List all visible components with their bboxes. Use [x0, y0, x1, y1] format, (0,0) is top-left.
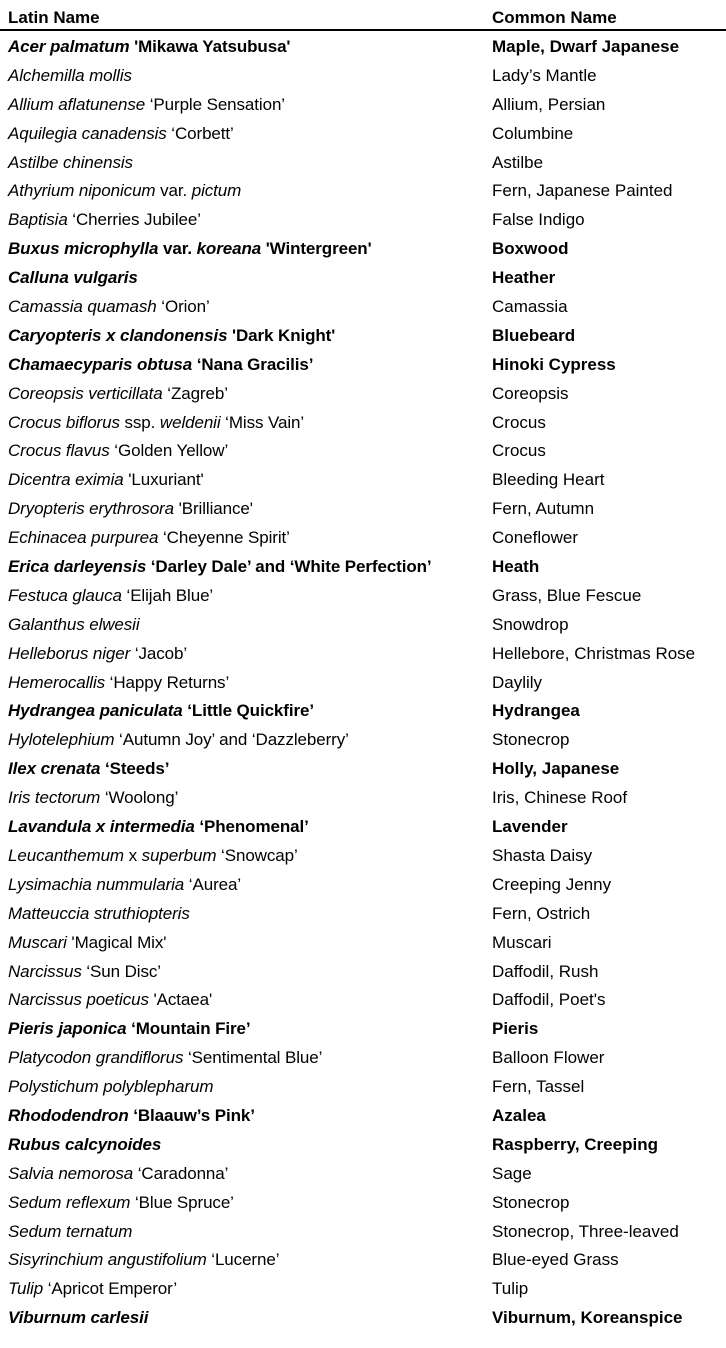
latin-name-plain-part: ‘Aurea’: [184, 874, 242, 894]
common-name-cell: Allium, Persian: [492, 94, 606, 114]
table-row: [0, 1100, 726, 1129]
common-name-cell: Daffodil, Rush: [492, 961, 599, 981]
latin-name-plain-part: x: [123, 845, 142, 865]
table-row: [0, 638, 726, 667]
common-name-cell: Crocus: [492, 412, 546, 432]
table-row: [0, 1013, 726, 1042]
latin-name-plain-part: ‘Apricot Emperor’: [43, 1279, 178, 1299]
latin-name-plain-part: ‘Purple Sensation’: [145, 94, 285, 114]
common-name-cell: Heath: [492, 557, 540, 577]
latin-name-italic-part: Polystichum polyblepharum: [8, 1077, 214, 1097]
latin-name-cell: [8, 933, 166, 953]
latin-name-plain-part: 'Dark Knight': [227, 325, 336, 345]
latin-name-cell: [8, 1077, 213, 1097]
table-header: [0, 0, 726, 31]
table-row: [0, 1071, 726, 1100]
common-name-cell: Fern, Autumn: [492, 499, 595, 519]
latin-name-italic-part: Coreopsis verticillata: [8, 383, 163, 403]
latin-name-italic-part: Camassia quamash: [8, 297, 157, 317]
latin-name-italic-part: Rubus calcynoides: [8, 1134, 162, 1154]
table-row: [0, 1244, 726, 1273]
latin-name-italic-part: pictum: [191, 181, 242, 201]
table-row: [0, 204, 726, 233]
latin-name-cell: [8, 499, 253, 519]
latin-name-cell: [8, 239, 372, 259]
latin-name-cell: [8, 441, 228, 461]
latin-name-plain-part: ‘Sun Disc’: [81, 961, 161, 981]
common-name-cell: Heather: [492, 268, 556, 288]
table-row: [0, 320, 726, 349]
latin-name-cell: [8, 1019, 251, 1039]
common-name-cell: Bluebeard: [492, 325, 576, 345]
common-name-cell: Snowdrop: [492, 614, 569, 634]
latin-name-cell: [8, 759, 169, 779]
latin-name-italic-part: Baptisia: [8, 210, 68, 230]
common-name-cell: Blue-eyed Grass: [492, 1250, 619, 1270]
latin-name-italic-part: Narcissus poeticus: [8, 990, 149, 1010]
common-name-cell: Hydrangea: [492, 701, 580, 721]
latin-name-italic-part: Allium aflatunense: [8, 94, 146, 114]
table-row: [0, 378, 726, 407]
table-row: [0, 898, 726, 927]
latin-name-cell: [8, 557, 432, 577]
latin-name-cell: [8, 962, 161, 982]
latin-name-italic-part: Salvia nemorosa: [8, 1163, 134, 1183]
latin-name-cell: [8, 615, 140, 635]
latin-name-plain-part: var.: [155, 181, 192, 201]
latin-name-italic-part: Hydrangea paniculata: [8, 701, 183, 721]
table-row: [0, 811, 726, 840]
latin-name-italic-part: Leucanthemum: [8, 845, 124, 865]
latin-name-italic-part: Sisyrinchium angustifolium: [8, 1250, 207, 1270]
latin-name-plain-part: ‘Snowcap’: [216, 845, 298, 865]
latin-name-cell: [8, 817, 309, 837]
latin-name-cell: [8, 701, 314, 721]
latin-name-cell: [8, 268, 138, 288]
latin-name-plain-part: 'Actaea': [148, 990, 213, 1010]
latin-name-italic-part: Aquilegia canadensis: [8, 123, 167, 143]
latin-name-plain-part: 'Mikawa Yatsubusa': [129, 37, 291, 56]
table-row: [0, 1187, 726, 1216]
table-row: [0, 1273, 726, 1302]
latin-name-plain-part: ‘Cherries Jubilee’: [67, 210, 201, 230]
latin-name-italic-part: Viburnum carlesii: [8, 1308, 149, 1328]
latin-name-italic-part: Iris tectorum: [8, 788, 101, 808]
common-name-cell: Columbine: [492, 123, 574, 143]
latin-name-cell: [8, 37, 290, 57]
table-row: [0, 1302, 726, 1331]
latin-name-cell: [8, 875, 241, 895]
latin-name-plain-part: ‘Cheyenne Spirit’: [158, 528, 290, 548]
latin-name-italic-part: Dryopteris erythrosora: [8, 499, 174, 519]
latin-name-plain-part: ‘Phenomenal’: [194, 817, 309, 837]
latin-name-plain-part: ‘Sentimental Blue’: [183, 1048, 323, 1068]
latin-name-italic-part: Sedum ternatum: [8, 1221, 133, 1241]
common-name-cell: Fern, Ostrich: [492, 903, 591, 923]
table-row: [0, 233, 726, 262]
common-name-cell: Lavender: [492, 817, 568, 837]
common-name-cell: Crocus: [492, 441, 546, 461]
common-name-cell: Raspberry, Creeping: [492, 1134, 658, 1154]
latin-name-italic-part: Astilbe chinensis: [8, 152, 133, 172]
table-row: [0, 782, 726, 811]
latin-name-cell: [8, 1164, 228, 1184]
latin-name-plain-part: ‘Little Quickfire’: [182, 701, 314, 721]
table-row: [0, 349, 726, 378]
table-row: [0, 956, 726, 985]
latin-name-italic-part: Crocus biflorus: [8, 412, 120, 432]
common-name-cell: Muscari: [492, 932, 552, 952]
latin-name-plain-part: 'Magical Mix': [66, 932, 167, 952]
common-name-cell: Fern, Tassel: [492, 1077, 585, 1097]
table-row: [0, 407, 726, 436]
latin-name-italic-part: Platycodon grandiflorus: [8, 1048, 184, 1068]
latin-name-plain-part: ‘Happy Returns’: [105, 672, 230, 692]
table-row: [0, 89, 726, 118]
latin-name-cell: [8, 904, 190, 924]
latin-name-cell: [8, 1106, 255, 1126]
table-row: [0, 609, 726, 638]
latin-name-italic-part: Chamaecyparis obtusa: [8, 354, 193, 374]
table-row: [0, 1042, 726, 1071]
latin-name-cell: [8, 355, 313, 375]
latin-name-italic-part: Narcissus: [8, 961, 82, 981]
latin-name-plain-part: ‘Jacob’: [130, 643, 188, 663]
common-name-cell: Daffodil, Poet's: [492, 990, 606, 1010]
table-row: [0, 667, 726, 696]
header-latin-name: Latin Name: [8, 8, 100, 27]
latin-name-italic-part: Tulip: [8, 1279, 44, 1299]
latin-name-plain-part: ‘Steeds’: [100, 759, 170, 779]
latin-name-plain-part: ‘Blue Spruce’: [130, 1192, 234, 1212]
latin-name-italic-part: superbum: [141, 845, 217, 865]
table-row: [0, 522, 726, 551]
latin-name-italic-part: Ilex crenata: [8, 759, 101, 779]
latin-name-plain-part: ‘Mountain Fire’: [126, 1019, 251, 1039]
common-name-cell: Shasta Daisy: [492, 845, 593, 865]
common-name-cell: Maple, Dwarf Japanese: [492, 37, 680, 56]
latin-name-cell: [8, 153, 133, 173]
common-name-cell: Boxwood: [492, 239, 569, 259]
latin-name-italic-part: Pieris japonica: [8, 1019, 127, 1039]
latin-name-plain-part: 'Wintergreen': [261, 239, 372, 259]
latin-name-plain-part: ‘Lucerne’: [206, 1250, 280, 1270]
table-row: [0, 493, 726, 522]
latin-name-cell: [8, 413, 304, 433]
latin-name-italic-part: Acer palmatum: [8, 37, 130, 56]
common-name-cell: Creeping Jenny: [492, 874, 612, 894]
table-row: [0, 118, 726, 147]
latin-name-plain-part: ‘Autumn Joy’ and ‘Dazzleberry’: [114, 730, 349, 750]
latin-name-italic-part: Matteuccia struthiopteris: [8, 903, 190, 923]
latin-name-plain-part: ‘Corbett’: [166, 123, 234, 143]
table-row: [0, 695, 726, 724]
latin-name-italic-part: Echinacea purpurea: [8, 528, 159, 548]
common-name-cell: Stonecrop: [492, 730, 570, 750]
table-row: [0, 291, 726, 320]
latin-name-cell: [8, 210, 201, 230]
latin-name-cell: [8, 846, 298, 866]
latin-name-italic-part: Festuca glauca: [8, 585, 122, 605]
common-name-cell: Sage: [492, 1163, 532, 1183]
latin-name-italic-part: Calluna vulgaris: [8, 268, 138, 288]
latin-name-italic-part: Lysimachia nummularia: [8, 874, 185, 894]
table-body: [0, 31, 726, 1331]
latin-name-italic-part: weldenii: [159, 412, 221, 432]
common-name-cell: Coneflower: [492, 528, 578, 548]
table-row: [0, 840, 726, 869]
latin-name-plain-part: ‘Woolong’: [100, 788, 179, 808]
latin-name-plain-part: ‘Blaauw’s Pink’: [128, 1105, 255, 1125]
latin-name-plain-part: ‘Golden Yellow’: [109, 441, 229, 461]
latin-name-italic-part: Caryopteris x clandonensis: [8, 325, 228, 345]
common-name-cell: Daylily: [492, 672, 543, 692]
latin-name-italic-part: Buxus microphylla: [8, 239, 159, 259]
latin-name-plain-part: ‘Miss Vain’: [220, 412, 305, 432]
latin-name-cell: [8, 95, 285, 115]
latin-name-plain-part: ‘Darley Dale’ and ‘White Perfection’: [146, 557, 432, 577]
table-row: [0, 580, 726, 609]
latin-name-cell: [8, 326, 335, 346]
table-row: [0, 175, 726, 204]
latin-name-plain-part: 'Luxuriant': [123, 470, 204, 490]
latin-name-cell: [8, 181, 241, 201]
latin-name-italic-part: Rhododendron: [8, 1105, 129, 1125]
latin-name-cell: [8, 1250, 279, 1270]
table-row: [0, 724, 726, 753]
latin-name-italic-part: Dicentra eximia: [8, 470, 124, 490]
common-name-cell: Stonecrop, Three-leaved: [492, 1221, 679, 1241]
common-name-cell: Astilbe: [492, 152, 544, 172]
latin-name-cell: [8, 730, 349, 750]
latin-name-plain-part: var.: [158, 239, 197, 259]
table-row: [0, 464, 726, 493]
common-name-cell: Iris, Chinese Roof: [492, 788, 628, 808]
latin-name-italic-part: Galanthus elwesii: [8, 614, 140, 634]
table-row: [0, 1129, 726, 1158]
common-name-cell: Lady’s Mantle: [492, 65, 597, 85]
latin-name-cell: [8, 586, 213, 606]
table-row: [0, 435, 726, 464]
latin-name-italic-part: Hylotelephium: [8, 730, 115, 750]
table-row: [0, 927, 726, 956]
latin-name-cell: [8, 124, 234, 144]
table-row: [0, 1158, 726, 1187]
latin-name-cell: [8, 673, 229, 693]
common-name-cell: Bleeding Heart: [492, 470, 605, 490]
latin-name-cell: [8, 528, 290, 548]
table-row: [0, 753, 726, 782]
common-name-cell: Stonecrop: [492, 1192, 570, 1212]
latin-name-italic-part: koreana: [196, 239, 262, 259]
latin-name-italic-part: Helleborus niger: [8, 643, 131, 663]
latin-name-italic-part: Lavandula x intermedia: [8, 817, 195, 837]
common-name-cell: Pieris: [492, 1019, 539, 1039]
table-row: [0, 551, 726, 580]
latin-name-cell: [8, 297, 210, 317]
latin-name-cell: [8, 1135, 161, 1155]
table-row: [0, 1216, 726, 1245]
common-name-cell: Balloon Flower: [492, 1048, 605, 1068]
latin-name-plain-part: ‘Zagreb’: [162, 383, 228, 403]
latin-name-italic-part: Hemerocallis: [8, 672, 106, 692]
common-name-cell: Hellebore, Christmas Rose: [492, 643, 696, 663]
latin-name-plain-part: ‘Orion’: [156, 297, 210, 317]
latin-name-italic-part: Athyrium niponicum: [8, 181, 156, 201]
common-name-cell: False Indigo: [492, 210, 585, 230]
latin-name-cell: [8, 384, 228, 404]
common-name-cell: Azalea: [492, 1105, 546, 1125]
common-name-cell: Camassia: [492, 297, 568, 317]
latin-name-cell: [8, 1193, 234, 1213]
table-row: [0, 869, 726, 898]
latin-name-plain-part: ssp.: [119, 412, 160, 432]
common-name-cell: Tulip: [492, 1279, 529, 1299]
latin-name-cell: [8, 470, 204, 490]
latin-name-plain-part: 'Brilliance': [173, 499, 253, 519]
latin-name-italic-part: Muscari: [8, 932, 67, 952]
common-name-cell: Fern, Japanese Painted: [492, 181, 673, 201]
header-common-name: Common Name: [492, 8, 617, 27]
table-row: [0, 262, 726, 291]
latin-name-cell: [8, 1048, 322, 1068]
common-name-cell: Holly, Japanese: [492, 759, 620, 779]
latin-name-cell: [8, 1279, 177, 1299]
table-row: [0, 984, 726, 1013]
latin-name-italic-part: Sedum reflexum: [8, 1192, 131, 1212]
table-row: [0, 60, 726, 89]
latin-name-plain-part: ‘Nana Gracilis’: [192, 354, 314, 374]
latin-name-cell: [8, 1308, 148, 1328]
common-name-cell: Viburnum, Koreanspice: [492, 1308, 683, 1328]
latin-name-plain-part: ‘Elijah Blue’: [121, 585, 214, 605]
latin-name-italic-part: Alchemilla mollis: [8, 65, 132, 85]
latin-name-cell: [8, 990, 212, 1010]
latin-name-italic-part: Crocus flavus: [8, 441, 110, 461]
latin-name-plain-part: ‘Caradonna’: [133, 1163, 229, 1183]
latin-name-cell: [8, 644, 187, 664]
common-name-cell: Hinoki Cypress: [492, 354, 616, 374]
table-row: [0, 147, 726, 176]
latin-name-cell: [8, 66, 132, 86]
latin-name-cell: [8, 788, 178, 808]
latin-name-italic-part: Erica darleyensis: [8, 557, 147, 577]
latin-name-cell: [8, 1222, 132, 1242]
common-name-cell: Grass, Blue Fescue: [492, 585, 642, 605]
common-name-cell: Coreopsis: [492, 383, 569, 403]
table-row: [0, 31, 726, 60]
